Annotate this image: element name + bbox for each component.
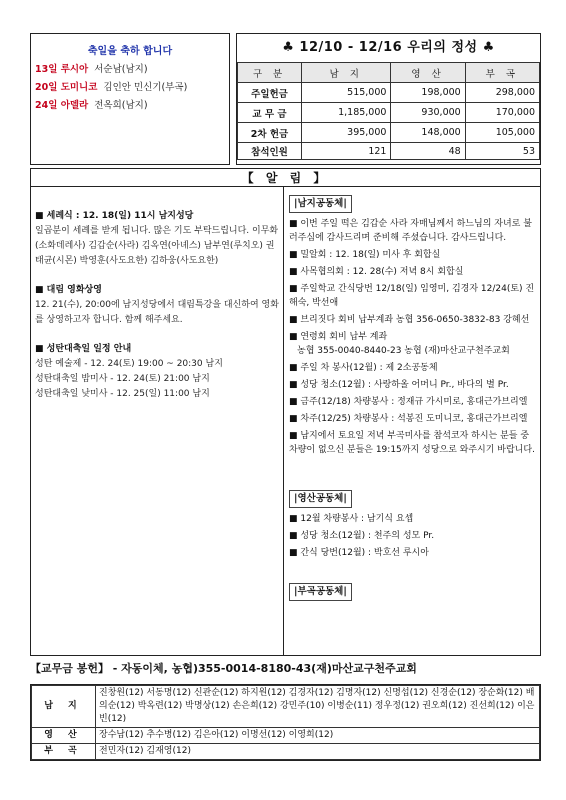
offering-row bbox=[238, 143, 540, 160]
feast-day-box bbox=[30, 33, 230, 165]
feast-row bbox=[31, 79, 229, 97]
namji-item: ■ 연령회 회비 납부 계좌 bbox=[289, 332, 388, 342]
contributors-table bbox=[30, 684, 541, 761]
notice-section bbox=[30, 168, 541, 656]
feast-day: 20일 도미니코 bbox=[35, 82, 98, 93]
row-label: 교 무 금 bbox=[238, 103, 302, 123]
contributors-grid bbox=[31, 685, 540, 760]
cell: 48 bbox=[391, 143, 465, 160]
namji-item: ■ 이번 주일 떡은 김갑순 사라 자매님께서 하느님의 자녀로 불러주심에 감사드리며 준비해 주셨습니다. 감사드립니다. bbox=[289, 219, 532, 243]
namji-item: ■ 차주(12/25) 차량봉사 : 석봉진 도미니코, 홍대근가브리엘 bbox=[289, 414, 528, 424]
offering-row bbox=[238, 123, 540, 143]
notice-body: 12. 21(수), 20:00에 남지성당에서 대림특강을 대신하여 영화를 상영하고자 합니다. 함께 해주세요. bbox=[35, 300, 279, 325]
feast-row bbox=[31, 61, 229, 79]
yeongsan-item: ■ 12월 차량봉사 : 남기식 요셉 bbox=[289, 514, 414, 524]
notice-heading: ■ 대림 영화상영 bbox=[35, 285, 102, 295]
bugok-community-title: |부곡공동체| bbox=[289, 583, 352, 601]
table-row bbox=[32, 686, 540, 728]
contributor-names: 진창원(12) 서동명(12) 신관순(12) 하지원(12) 김경자(12) 김명자(12) 신명섭(12) 신경순(12) 장순화(12) 배의순(12) 박옥련(12) 박명상(12) 손은희(12) 강민주(10) 이병순(11) 정우정(12) 권오희(12) 진선희(12) 이은빈(12) bbox=[96, 686, 540, 728]
namji-community-title: |남지공동체| bbox=[289, 195, 352, 213]
feast-day: 13일 루시아 bbox=[35, 64, 89, 75]
namji-item: ■ 남지에서 토요일 저녁 부곡미사를 참석코자 하시는 분들 중 차량이 없으신 분들은 19:15까지 성당으로 와주시기 바랍니다. bbox=[289, 431, 535, 455]
row-label: 주일헌금 bbox=[238, 83, 302, 103]
notice-heading: ■ 세례식 : 12. 18(일) 11시 남지성당 bbox=[35, 211, 194, 221]
namji-item: ■ 성당 청소(12월) : 사랑하올 어머니 Pr., 바다의 별 Pr. bbox=[289, 380, 509, 390]
namji-item: ■ 브리짓다 회비 납부계좌 농협 356-0650-3832-83 강혜선 bbox=[289, 315, 530, 325]
namji-item: ■ 사목협의회 : 12. 28(수) 저녁 8시 회합실 bbox=[289, 267, 464, 277]
feast-names: 김인안 민신기(부곡) bbox=[103, 82, 188, 93]
row-label: 참석인원 bbox=[238, 143, 302, 160]
notice-body: 일곱분이 세례를 받게 됩니다. 많은 기도 부탁드립니다. 이무화(소화데레사) 김갑순(사라) 김옥연(아녜스) 남부연(루치오) 권태균(시몬) 박영훈(사도요한) 김하웅(사도요한) bbox=[35, 226, 279, 266]
tithe-bank-info: 【교무금 봉헌】 - 자동이체, 농협)355-0014-8180-43(재)마산교구천주교회 bbox=[30, 662, 417, 675]
parish-label: 영 산 bbox=[32, 728, 96, 744]
cell: 121 bbox=[302, 143, 391, 160]
cell: 198,000 bbox=[391, 83, 465, 103]
cell: 148,000 bbox=[391, 123, 465, 143]
cell: 395,000 bbox=[302, 123, 391, 143]
cell: 515,000 bbox=[302, 83, 391, 103]
cell: 298,000 bbox=[465, 83, 539, 103]
notice-body: 성탄 예술제 - 12. 24(토) 19:00 ~ 20:30 남지 성탄대축일 밤미사 - 12. 24(토) 21:00 남지 성탄대축일 낮미사 - 12. 25(일) 11:00 남지 bbox=[35, 359, 223, 399]
feast-names: 서순남(남지) bbox=[94, 64, 148, 75]
offering-box bbox=[236, 33, 541, 165]
yeongsan-item: ■ 성당 청소(12월) : 천주의 성모 Pr. bbox=[289, 531, 435, 541]
yeongsan-community-title: |영산공동체| bbox=[289, 490, 352, 508]
feast-row bbox=[31, 97, 229, 115]
cell: 1,185,000 bbox=[302, 103, 391, 123]
cell: 930,000 bbox=[391, 103, 465, 123]
spacer bbox=[289, 460, 539, 488]
cell: 170,000 bbox=[465, 103, 539, 123]
notice-heading: ■ 성탄대축일 일정 안내 bbox=[35, 344, 132, 354]
offering-table bbox=[237, 62, 540, 160]
offering-row bbox=[238, 103, 540, 123]
namji-item: 농협 355-0040-8440-23 농협 (재)마산교구천주교회 bbox=[297, 346, 510, 356]
col-header: 영 산 bbox=[391, 63, 465, 83]
namji-item: ■ 금주(12/18) 차량봉사 : 정재규 가시미로, 홍대근가브리엘 bbox=[289, 397, 528, 407]
offering-header: ♣ 12/10 - 12/16 우리의 정성 ♣ bbox=[282, 40, 495, 55]
table-row bbox=[32, 744, 540, 760]
contributor-names: 장수남(12) 추수병(12) 김은아(12) 이명선(12) 이영희(12) bbox=[96, 728, 540, 744]
namji-item: ■ 밀알회 : 12. 18(일) 미사 후 회합실 bbox=[289, 250, 441, 260]
cell: 53 bbox=[465, 143, 539, 160]
cell: 105,000 bbox=[465, 123, 539, 143]
namji-item: ■ 주일학교 간식당번 12/18(일) 임영미, 김경자 12/24(토) 진해숙, 박선애 bbox=[289, 284, 535, 308]
row-label: 2차 헌금 bbox=[238, 123, 302, 143]
notice-title: 【 알 림 】 bbox=[31, 169, 540, 187]
parish-label: 남 지 bbox=[32, 686, 96, 728]
parish-label: 부 곡 bbox=[32, 744, 96, 760]
notice-item bbox=[35, 209, 279, 269]
namji-item: ■ 주일 차 봉사(12월) : 제 2소공동체 bbox=[289, 363, 438, 373]
feast-title: 축일을 축하 합니다 bbox=[87, 46, 173, 57]
spacer bbox=[289, 563, 539, 581]
feast-names: 전옥희(남지) bbox=[94, 100, 148, 111]
notice-right-column bbox=[289, 193, 539, 605]
table-row bbox=[32, 728, 540, 744]
feast-day: 24일 아델라 bbox=[35, 100, 89, 111]
offering-row bbox=[238, 83, 540, 103]
notice-item bbox=[35, 342, 279, 402]
column-divider bbox=[283, 187, 284, 655]
contributor-names: 전민자(12) 김재영(12) bbox=[96, 744, 540, 760]
col-header: 남 지 bbox=[302, 63, 391, 83]
notice-item bbox=[35, 283, 279, 328]
offering-header-row bbox=[238, 63, 540, 83]
yeongsan-item: ■ 간식 당번(12월) : 박호선 루시아 bbox=[289, 548, 429, 558]
col-header: 부 곡 bbox=[465, 63, 539, 83]
col-header: 구 분 bbox=[238, 63, 302, 83]
notice-left-column bbox=[35, 209, 279, 416]
